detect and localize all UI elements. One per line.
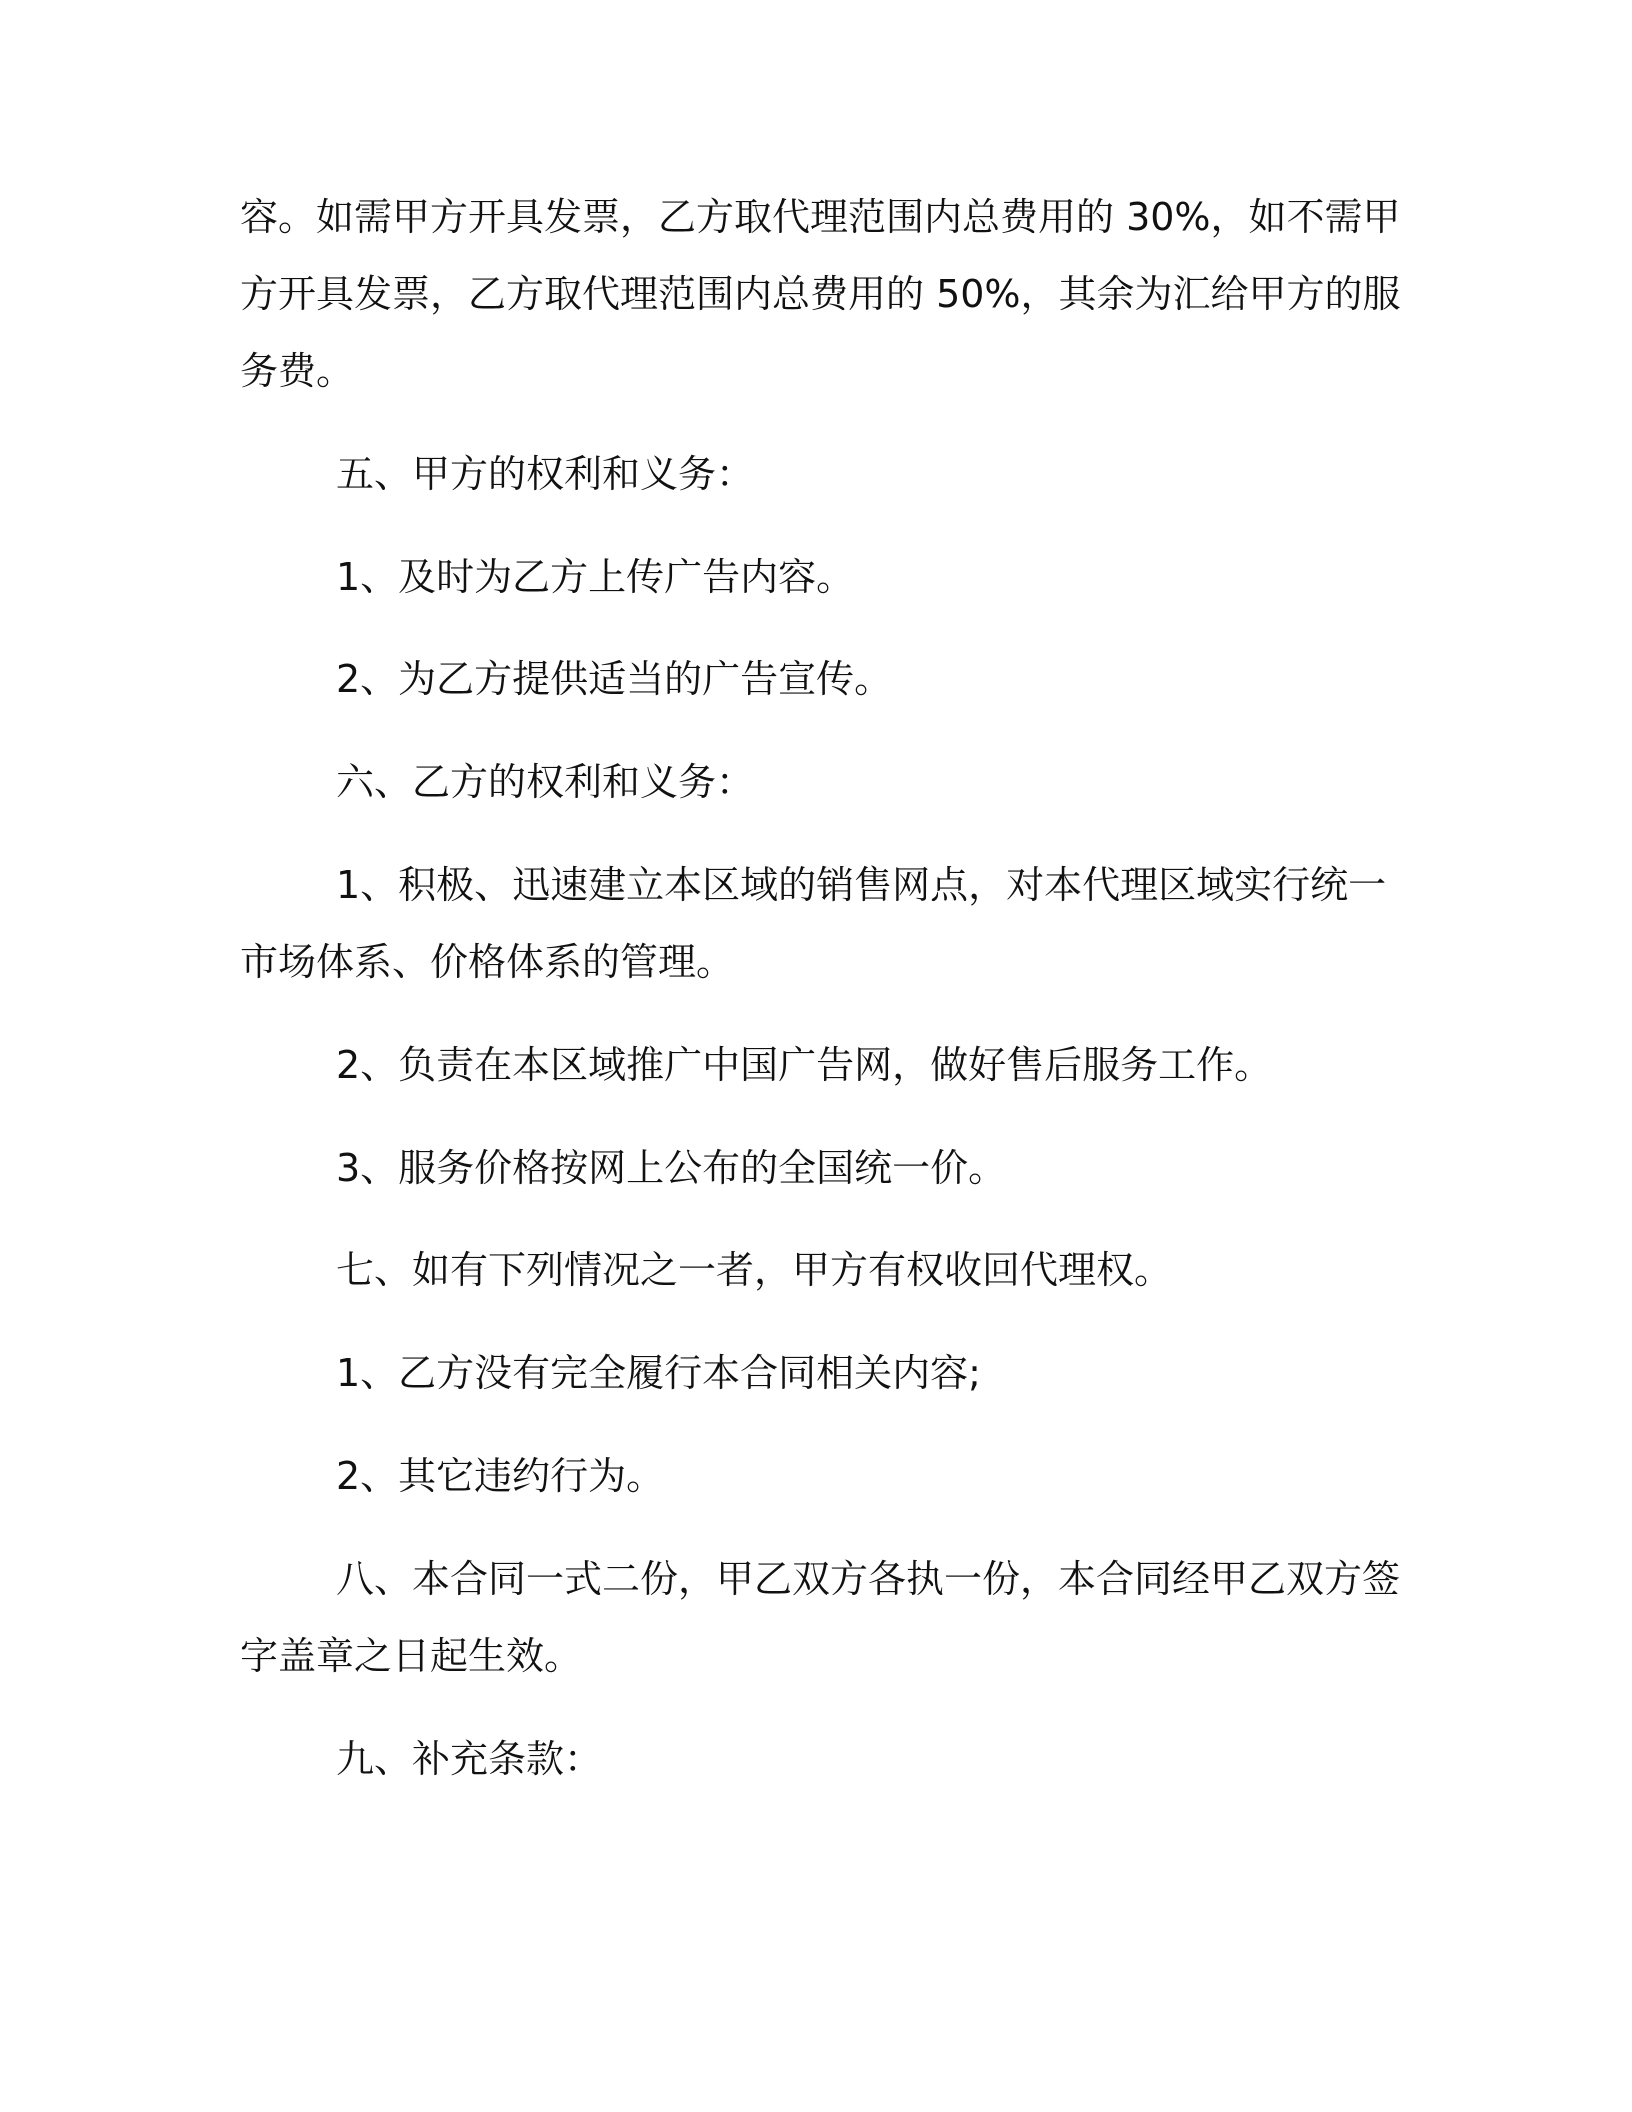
section-7-item-1: 1、乙方没有完全履行本合同相关内容;	[336, 1351, 981, 1395]
paragraph-4-line-2: 容。如需甲方开具发票，乙方取代理范围内总费用的 30%，如不需甲	[240, 195, 1401, 239]
section-6-item-3: 3、服务价格按网上公布的全国统一价。	[336, 1146, 1007, 1190]
section-9-heading: 九、补充条款：	[336, 1737, 603, 1781]
section-5-heading: 五、甲方的权利和义务：	[336, 452, 755, 496]
section-6-item-1-line-2: 市场体系、价格体系的管理。	[240, 940, 735, 984]
paragraph-4-line-4: 务费。	[240, 349, 355, 393]
section-8-line-2: 字盖章之日起生效。	[240, 1634, 583, 1678]
section-6-item-1-line-1: 1、积极、迅速建立本区域的销售网点，对本代理区域实行统一	[336, 863, 1387, 907]
section-7-item-2: 2、其它违约行为。	[336, 1454, 665, 1498]
section-6-heading: 六、乙方的权利和义务：	[336, 760, 755, 804]
section-7-heading: 七、如有下列情况之一者，甲方有权收回代理权。	[336, 1248, 1173, 1292]
section-8-line-1: 八、本合同一式二份，甲乙双方各执一份，本合同经甲乙双方签	[336, 1557, 1401, 1601]
section-6-item-2: 2、负责在本区域推广中国广告网，做好售后服务工作。	[336, 1043, 1273, 1087]
section-5-item-2: 2、为乙方提供适当的广告宣传。	[336, 657, 893, 701]
paragraph-4-line-3: 方开具发票，乙方取代理范围内总费用的 50%，其余为汇给甲方的服	[240, 272, 1401, 316]
section-5-item-1: 1、及时为乙方上传广告内容。	[336, 555, 855, 599]
